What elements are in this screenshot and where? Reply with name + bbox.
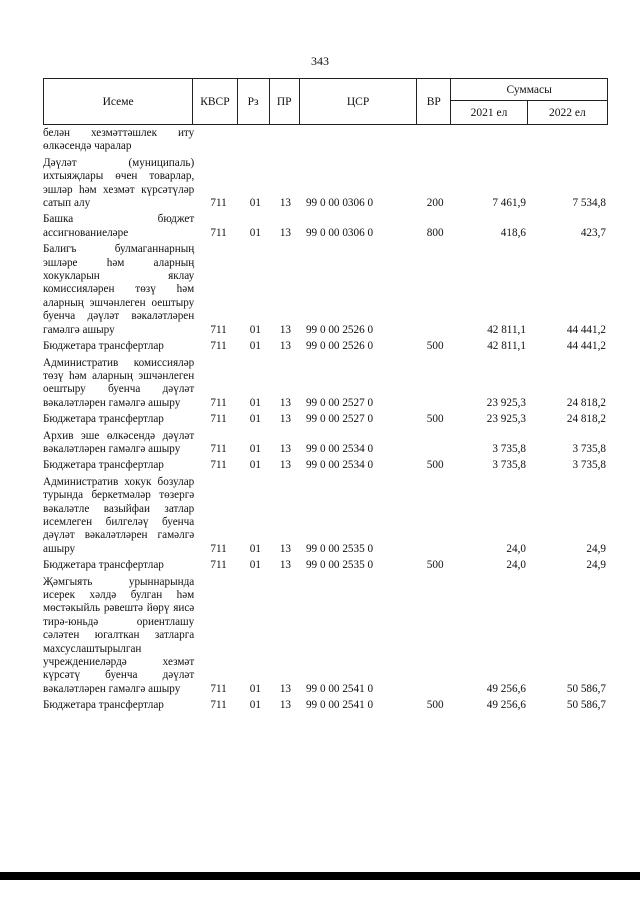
cell-csr: 99 0 00 2527 0 [305, 413, 374, 426]
cell-kvsr: 711 [210, 682, 227, 695]
cell-rz: 01 [249, 542, 261, 555]
cell-csr: 99 0 00 2534 0 [305, 442, 374, 455]
cell-name: Бюджетара трансфертлар [43, 699, 164, 712]
cell-name: белән хезмәттәшлек иту өлкәсендә чаралар [43, 127, 195, 153]
cell-s2022: 3 735,8 [572, 459, 606, 472]
cell-csr: 99 0 00 2534 0 [305, 459, 374, 472]
cell-s2022: 44 441,2 [566, 340, 606, 353]
table-row [43, 413, 608, 426]
cell-s2021: 23 925,3 [486, 413, 526, 426]
cell-name: Административ комиссияләр төзү һәм аларның эшчәнлеген оештыру буенча дәүләт вәкаләтләрен гамәлгә ашыру [43, 356, 195, 409]
table-row [43, 699, 608, 712]
cell-csr: 99 0 00 2535 0 [305, 542, 374, 555]
cell-csr: 99 0 00 0306 0 [305, 197, 374, 210]
cell-pr: 13 [279, 699, 291, 712]
cell-rz: 01 [249, 682, 261, 695]
cell-rz: 01 [249, 699, 261, 712]
cell-s2022: 24,9 [586, 559, 606, 572]
cell-csr: 99 0 00 2535 0 [305, 559, 374, 572]
table-row [43, 476, 608, 556]
cell-csr: 99 0 00 0306 0 [305, 226, 374, 239]
table-header [43, 78, 608, 125]
cell-vr [419, 430, 452, 457]
cell-pr: 13 [279, 226, 291, 239]
cell-name: Бюджетара трансфертлар [43, 413, 164, 426]
cell-name: Административ хокук бозулар турында беркетмәләр төзергә вәкаләтле вазыйфаи затлар исемлеген билгеләү буенча дәүләт вәкаләтләрен гамәлгә ашыру [43, 475, 195, 555]
cell-name: Дәүләт (муниципаль) ихтыяҗлары өчен товарлар, эшләр һәм хезмәт күрсәтүләр сатып алу [43, 156, 195, 210]
header-year-2021: 2021 ел [451, 101, 527, 125]
cell-name: Архив эше өлкәсендә дәүләт вәкаләтләрен гамәлгә ашыру [43, 429, 195, 455]
cell-kvsr: 711 [210, 413, 227, 426]
cell-s2022: 50 586,7 [566, 682, 606, 695]
cell-s2022: 24 818,2 [566, 413, 606, 426]
cell-vr: 500 [426, 340, 444, 353]
cell-s2022: 3 735,8 [572, 442, 606, 455]
table-row [43, 576, 608, 697]
cell-vr: 500 [426, 413, 444, 426]
row-gap-cell [43, 713, 608, 716]
cell-vr: 500 [426, 559, 444, 572]
cell-vr: 500 [426, 459, 444, 472]
cell-pr: 13 [279, 682, 291, 695]
cell-rz: 01 [249, 197, 261, 210]
cell-name: Бюджетара трансфертлар [43, 459, 164, 472]
cell-vr [419, 243, 452, 337]
cell-s2021: 24,0 [506, 559, 526, 572]
cell-s2021: 49 256,6 [486, 699, 526, 712]
cell-vr: 200 [426, 197, 444, 210]
cell-s2022 [528, 127, 608, 154]
table-row [43, 357, 608, 411]
header-vr: ВР [417, 79, 451, 125]
table-row [43, 127, 608, 154]
cell-rz: 01 [249, 559, 261, 572]
cell-rz: 01 [249, 396, 261, 409]
cell-kvsr: 711 [210, 323, 227, 336]
cell-name: Бюджетара трансфертлар [43, 559, 164, 572]
cell-s2022: 24 818,2 [566, 396, 606, 409]
cell-kvsr: 711 [210, 542, 227, 555]
cell-name: Бюджетара трансфертлар [43, 340, 164, 353]
cell-rz: 01 [249, 413, 261, 426]
scan-edge-bar [0, 872, 640, 880]
cell-kvsr: 711 [210, 442, 227, 455]
cell-s2021: 7 461,9 [492, 197, 526, 210]
cell-kvsr [197, 127, 240, 154]
cell-vr: 800 [426, 226, 444, 239]
cell-pr: 13 [279, 459, 291, 472]
cell-rz: 01 [249, 340, 261, 353]
header-sums: Суммасы [451, 79, 608, 101]
cell-s2022: 423,7 [580, 226, 606, 239]
cell-rz [240, 127, 271, 154]
cell-s2022: 24,9 [586, 542, 606, 555]
cell-rz: 01 [249, 442, 261, 455]
cell-pr [271, 127, 300, 154]
cell-kvsr: 711 [210, 197, 227, 210]
cell-s2021: 24,0 [506, 542, 526, 555]
cell-kvsr: 711 [210, 396, 227, 409]
row-gap [43, 713, 608, 716]
cell-s2021: 23 925,3 [486, 396, 526, 409]
cell-s2021: 418,6 [500, 226, 526, 239]
cell-vr [419, 476, 452, 556]
cell-s2021: 49 256,6 [486, 682, 526, 695]
budget-table [43, 127, 608, 716]
table-row [43, 459, 608, 472]
cell-csr [300, 127, 419, 154]
cell-name: Башка бюджет ассигнованиеләре [43, 213, 195, 239]
cell-s2021: 42 811,1 [487, 323, 526, 336]
cell-kvsr: 711 [210, 340, 227, 353]
cell-s2021: 42 811,1 [487, 340, 526, 353]
cell-name: Балигъ булмаганнарның эшләре һәм аларның хокукларын яклау комиссияләрен төзү һәм аларның эшчәнлеген оештыру буенча дәүләт вәкаләтләрен гамәлгә ашыру [43, 243, 195, 336]
table-row [43, 157, 608, 211]
cell-vr: 500 [426, 699, 444, 712]
table-row [43, 559, 608, 572]
table-row [43, 340, 608, 353]
cell-s2022: 50 586,7 [566, 699, 606, 712]
cell-kvsr: 711 [210, 226, 227, 239]
cell-kvsr: 711 [210, 459, 227, 472]
header-name: Исеме [44, 79, 193, 125]
header-rz: Рз [237, 79, 269, 125]
cell-s2022: 7 534,8 [572, 197, 606, 210]
cell-rz: 01 [249, 459, 261, 472]
cell-pr: 13 [279, 323, 291, 336]
cell-pr: 13 [279, 340, 291, 353]
cell-vr [419, 357, 452, 411]
header-kvsr: КВСР [193, 79, 237, 125]
table-row [43, 213, 608, 240]
header-year-2022: 2022 ел [527, 101, 607, 125]
cell-pr: 13 [279, 197, 291, 210]
cell-s2022: 44 441,2 [566, 323, 606, 336]
cell-pr: 13 [279, 542, 291, 555]
cell-rz: 01 [249, 323, 261, 336]
header-csr: ЦСР [299, 79, 416, 125]
cell-csr: 99 0 00 2526 0 [305, 323, 374, 336]
header-pr: ПР [269, 79, 299, 125]
cell-s2021: 3 735,8 [492, 442, 526, 455]
cell-pr: 13 [279, 559, 291, 572]
cell-csr: 99 0 00 2527 0 [305, 396, 374, 409]
cell-csr: 99 0 00 2541 0 [305, 682, 374, 695]
table-row [43, 243, 608, 337]
cell-kvsr: 711 [210, 699, 227, 712]
cell-kvsr: 711 [210, 559, 227, 572]
cell-pr: 13 [279, 442, 291, 455]
cell-vr [419, 576, 452, 697]
cell-vr [419, 127, 452, 154]
cell-pr: 13 [279, 396, 291, 409]
cell-rz: 01 [249, 226, 261, 239]
page-number: 343 [311, 54, 329, 68]
cell-csr: 99 0 00 2526 0 [305, 340, 374, 353]
cell-pr: 13 [279, 413, 291, 426]
cell-name: Җәмгыять урыннарында исерек хәлдә булган һәм мөстәкыйль рәвештә йөрү яисә тирә-юньдә ориентлашу сәләтен югалткан затларга махсуслаштырылган учреждениеләрдә хезмәт күрсәтү буенча дәүләт вәкаләтләрен гамәлгә ашыру [43, 575, 195, 695]
cell-s2021 [452, 127, 528, 154]
cell-csr: 99 0 00 2541 0 [305, 699, 374, 712]
cell-s2021: 3 735,8 [492, 459, 526, 472]
table-row [43, 430, 608, 457]
